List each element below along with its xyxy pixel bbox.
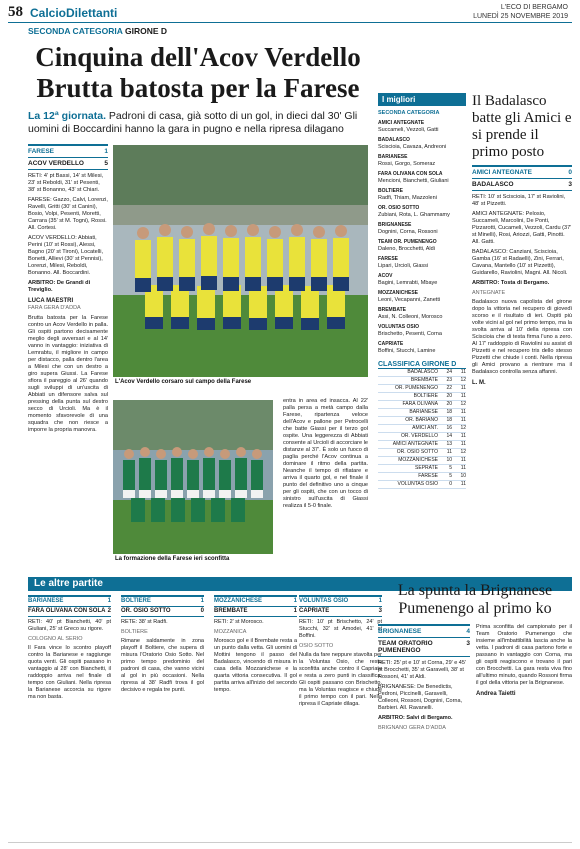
best-players-team: BRIGNANESE [378,222,412,228]
team-goals: 1 [293,608,297,614]
dateline: MOZZANICA [214,629,247,635]
best-players-names: Dognini, Corna, Rossoni [378,229,438,235]
side-story-body: Badalasco nuova capolista del girone dopo la vittoria nel recupero di giovedì scorso e il risultato di ieri. Ospiti più volte vicini al gol nel primo tempo, ma la svolta arriva al 10' della ripresa con Sciscioia che di testa firma l'uno a zero. Al 17' raddoppio di Raviolini su assist di Pizzetti e nel recupero tris dello stesso Pizzetti che chiude i conti. Nella ripresa gli Amici provano a rientrare ma il Badalasco controlla senza affanni. [472,299,572,375]
standings-cell: OR. BARIANO [405,417,438,423]
best-players-names: Mencioni, Bianchetti, Giuliani [378,178,449,184]
other-match [28,595,111,701]
article-body-continued: entra in area ed insacca. Al 22' palla persa a metà campo dalla Farese, ripartenza veloce dell'Acov e pallone per Petrocelli che batte Giassi per il terzo gol ospite. Una leggerezza di Abbiati consente al Urcioli di accorciare le distanze al 37'. È solo un fuoco di paglia perché l'Acov continua a dominare il ritmo della partita. Neanche il tempo di rifiatare e arriva il quarto gol, e nel finale il punto del definitivo uno a cinque per gli ospiti, che con un tocco di sinistro sull'uscita di Giassi realizza il 5-0 finale. [283,398,368,509]
standings-cell: BADALASCO [407,369,438,375]
score-home [121,595,204,607]
standings-table [378,369,466,489]
standings-cell: 22 [446,385,452,391]
match-body: Il Fara vince lo scontro playoff contro la Barianese e raggiunge quota venti. Gli ospiti passano in vantaggio al 28' con Bianchetti, il raddoppio arriva nel finale di tempo con Giuliani. Nella ripresa la Barianese accorcia su rigore ma non basta. [28,645,111,700]
goals-line: RETI: 4' pt Bassi, 14' st Milesi, 23' st Reboldi, 31' st Pesenti, 38' st Bonanno, 43' st Chiari. [28,173,104,193]
best-players-names: Boffini, Stucchi, Lamine [378,348,436,354]
standings-cell: 14 [446,433,452,439]
goals-line: RETI: 10' st Sciscioia, 17' st Raviolini, 48' st Pizzetti. [472,194,566,207]
brignanese-story-head [378,582,572,618]
best-players-names: Brischetto, Pesenti, Corna [378,331,442,337]
other-match [214,595,297,694]
deck [28,110,368,136]
standings-row [378,377,466,385]
page-number: 58 [8,4,23,20]
standings-cell: 5 [449,465,452,471]
referee: ARBITRO: De Grandi di Treviglio. [28,280,91,293]
standings-cell: FARA OLIVANA [402,401,438,407]
standings-cell: 5 [449,473,452,479]
team-goals: 4 [466,628,470,635]
best-players-names: Zubiani, Rota, L. Ghammamy [378,212,450,218]
best-players-box [378,93,466,489]
lineup-away: ACOV VERDELLO: Abbiati, Perini (10' st Rossi), Alessi, Bagno (20' st Tironi), Locatelli, Bonetti, Allievi (30' st Pennisi), Lorenzi, Milesi, Reboldi, Bonanno. All. Boccardini. [28,235,104,276]
goals-line: RETI: 40' pt Bianchetti, 40' pt Giuliani, 25' st Greco su rigore. [28,619,111,632]
team-name: BREMBATE [214,608,248,614]
standings-row [378,385,466,393]
score-home [28,595,111,607]
team-name: FARESE [28,148,55,155]
standings-cell: 16 [446,425,452,431]
team-name: VOLUNTAS OSIO [299,598,349,604]
standings-cell: 11 [460,369,466,375]
standings-cell: 11 [460,441,466,447]
score-home [28,144,108,158]
goals-line: RETI: 10' pt Brischetto, 24' pt Stucchi, 32' st Amodei, 41' st Boffini. [299,619,382,639]
standings-row [378,473,466,481]
standings-cell: SEPRATE [415,465,438,471]
article-body: Brutta batosta per la Farese contro un Acov Verdello in palla. Gli ospiti partono decisamente meglio degli avversari e al 14' vanno in vantaggio: iniziativa di Lemrabtu, il migliore in campo per distacco, palla dentro l'area a Milesi che con un destro a giro supera Giussi. La Farese sfiora il pareggio al 26' quando sugli sviluppi di un'uscita di Abbiati un difensore salva sul pressing della punta sul destro secco di Urcioli. Ma è il momento sfavorevole di una squadra che non riesce a imporre la propria manovra. [28,315,108,433]
team-name: BOLTIERE [121,598,151,604]
score-away [28,158,108,170]
team-name: BADALASCO [472,181,514,188]
lineup-home: AMICI ANTEGNATE: Pelosio, Succameli, Marcolini, De Ponti, Pizzarotti, Cucameli, Vezzoli, Cardu (37' st Minelli), Rosi, Ariozzi, Gatti, Pinotti. All. Gatti. [472,211,572,245]
lineup-away: BADALASCO: Canziani, Sciscioia, Gamba (16' st Radaelli), Zini, Ferrari, Cavana, Mantello (10' st Pizzetti), Guidarello, Raviolini, Magni. All. Nicoli. [472,249,568,276]
lineup-home: FARESE: Gazzo, Calvi, Lorenzi, Ravelli, Gritti (30' st Canini), Bosio, Volpi, Pesenti, Moretti, Carrara (35' st M. Togni), Rossi. All. Cortesi. [28,197,108,231]
score-away [299,607,382,617]
brignanese-body: Prima sconfitta del campionato per il Team Oratorio Pumenengo che insieme all'imbattibilità lascia anche la vetta. I padroni di casa partono forte e passano in vantaggio con Corna, ma gli ospiti reagiscono e trovano il pari con Brocchetti. La gara resta viva fino all'ultimo minuto, quando Rossoni firma il gol della vittoria per la Brignanese. [476,624,572,686]
standings-row [378,369,466,377]
team-photo-farese [113,400,273,554]
best-players-title: I migliori [378,93,466,106]
standings-cell: 11 [460,409,466,415]
standings-row [378,481,466,489]
team-goals: 1 [104,148,108,155]
standings-cell: 11 [460,393,466,399]
issue-date: LUNEDÌ 25 NOVEMBRE 2019 [473,13,568,20]
team-photo-illustration [113,400,273,554]
score-away [121,607,204,617]
score-home [214,595,297,607]
section-label-bold: Dilettanti [66,6,118,20]
standings-cell: OR. VERDELLO [401,433,438,439]
standings-cell: AMICI ANT. [412,425,438,431]
kicker [28,26,167,36]
standings-row [378,417,466,425]
standings-row [378,433,466,441]
best-players-team: ACOV [378,273,393,279]
kicker-category: SECONDA CATEGORIA [28,26,123,36]
standings-cell: 12 [460,377,466,383]
standings-title: CLASSIFICA GIRONE D [378,361,466,369]
team-goals: 0 [200,608,204,614]
team-name: TEAM ORATORIO PUMENENGO [378,640,433,654]
team-name: AMICI ANTEGNATE [472,169,532,176]
brignanese-column-1 [378,624,470,732]
standings-cell: FARESE [418,473,438,479]
best-players-list [378,120,466,355]
match-report-column [28,144,108,434]
standings-cell: OR. PUMENENGO [394,385,438,391]
score-home [472,165,572,179]
team-goals: 5 [104,160,108,167]
team-goals: 1 [107,598,111,604]
best-players-names: Lipari, Urcioli, Giassi [378,263,429,269]
best-players-team: FARESE [378,256,399,262]
team-name: BARIANESE [28,598,64,604]
goals-line: RETI: 2' st Morosco. [214,619,264,625]
standings-cell: VOLUNTAS OSIO [397,481,438,487]
standings-cell: 10 [460,473,466,479]
team-goals: 3 [568,181,572,188]
best-players-names: Bagini, Lemrabti, Mbaye [378,280,438,286]
team-goals: 2 [107,608,111,614]
deck-text: Padroni di casa, già sotto di un gol, in dieci dal 30' Gli uomini di Boccardini hanno la gara in pugno e nella ripresa dilagano [28,110,358,135]
other-matches-banner: Le altre partite [28,577,572,591]
standings-cell: AMICI ANTEGNATE [392,441,438,447]
photo-caption-2: La formazione della Farese ieri sconfitta [115,556,230,562]
match-body: Rimane saldamente in zona playoff il Boltiere, che supera di misura l'Oratorio Osio Sotto. Nel primo tempo predominio del padroni di casa, che vanno vicini al gol in più occasioni. Nella ripresa al 38' Radfi trova il gol decisivo e regala tre punti. [121,638,204,693]
standings-cell: 11 [460,465,466,471]
team-goals: 1 [293,598,297,604]
section-title [30,6,117,20]
dateline: FARA GERA D'ADDA [28,305,81,311]
match-body: Morosco gol e il Brembate resta a un punto dalla vetta. Gli uomini di Mottini tengono il passo del Badalasco, vincendo di misura in casa della Mozzanichese e la quarta vittoria consecutiva. Il gol partita arriva all'inizio del secondo tempo. [214,638,297,693]
team-photo-acov [113,145,368,377]
standings-row [378,441,466,449]
team-name: MOZZANICHESE [214,598,262,604]
standings-row [378,401,466,409]
team-goals: 3 [466,640,470,647]
standings-cell: 23 [446,377,452,383]
team-name: CAPRIATE [299,608,330,614]
headline [28,42,368,104]
dateline: BRIGNANO GERA D'ADDA [378,725,446,731]
byline: L. M. [472,380,486,386]
headline-line-2: Brutta batosta per la Farese [36,73,360,103]
byline: Andrea Taietti [476,691,516,697]
score-away [214,607,297,617]
standings-cell: 11 [460,481,466,487]
dateline: COLOGNO AL SERIO [28,636,83,642]
standings-cell: MOZZANICHESE [398,457,438,463]
best-players-team: OR. OSIO SOTTO [378,205,420,211]
section-label: Calcio [30,6,67,20]
byline: LUCA MAESTRI [28,298,74,304]
best-players-team: BREMBATE [378,307,406,313]
best-players-team: AMICI ANTEGNATE [378,120,425,126]
standings-row [378,393,466,401]
photo-caption-1: L'Acov Verdello corsaro sul campo della Farese [115,379,252,385]
standings-cell: 20 [446,401,452,407]
standings-cell: 12 [460,449,466,455]
best-players-team: CAPRIATE [378,341,404,347]
other-match [121,595,204,694]
score-away [28,607,111,617]
best-players-names: Leoni, Vecapanni, Zanetti [378,297,441,303]
standings-cell: BARIANESE [409,409,438,415]
dateline: BOLTIERE [121,629,148,635]
best-players-team: FARA OLIVANA CON SOLA [378,171,443,177]
best-players-team: BOLTIERE [378,188,403,194]
score-away [378,638,470,657]
best-players-team: VOLUNTAS OSIO [378,324,420,330]
standings-cell: 0 [449,481,452,487]
standings-cell: BREMBATE [410,377,438,383]
standings-row [378,449,466,457]
standings-cell: 18 [446,417,452,423]
brand: L'ECO DI BERGAMO [500,4,568,11]
standings-cell: 10 [446,457,452,463]
header-rule [8,22,572,23]
best-players-names: Sciscioia, Cavaza, Andreoni [378,144,447,150]
standings-cell: 11 [460,417,466,423]
standings-cell: 11 [460,433,466,439]
best-players-names: Daleno, Brocchetti, Aldi [378,246,435,252]
standings-cell: BOLTIERE [413,393,438,399]
standings-cell: 18 [446,409,452,415]
referee: ARBITRO: Salvi di Bergamo. [378,715,453,721]
side-story-headline: Il Badalasco batte gli Amici e si prende il primo posto [472,93,572,160]
team-goals: 1 [200,598,204,604]
best-players-names: Assi, N. Colleoni, Morosco [378,314,443,320]
best-players-team: TEAM OR. PUMENENGO [378,239,437,245]
goals-line: RETI: 25' pt e 10' st Corna, 29' e 45' pt Brocchetti, 35' st Garavelli, 38' st Rossoni, 41' st Aldi. [378,660,466,680]
deck-lead: La 12ª giornata. [28,110,106,122]
standings-cell: 24 [446,369,452,375]
dateline: ANTEGNATE [472,290,506,296]
best-players-names: Radfi, Thiam, Mazzoleni [378,195,437,201]
standings-row [378,457,466,465]
standings-cell: 20 [446,393,452,399]
other-match [299,595,382,708]
brignanese-column-2 [476,624,572,698]
headline-line-1: Cinquina dell'Acov Verdello [35,42,361,72]
match-body: Nulla da fare neppure stavolta per la Voluntas Osio, che resta sconfitta anche contro il Capriate e resta a zero punti in classifica. Gli ospiti passano con Brischetto, ma la Voluntas reagisce e chiude il primo tempo con il pari. Nella ripresa il Capriate dilaga. [299,652,382,707]
best-players-team: MOZZANICHESE [378,290,418,296]
standings-cell: 13 [446,441,452,447]
goals-line: RETE: 38' st Radfi. [121,619,168,625]
best-players-category: SECONDA CATEGORIA [378,110,440,116]
standings-cell: 11 [460,457,466,463]
standings-cell: 11 [460,385,466,391]
score-home [378,624,470,638]
team-name: OR. OSIO SOTTO [121,608,171,614]
team-photo-illustration [113,145,368,377]
masthead [473,3,568,21]
team-name: ACOV VERDELLO [28,160,84,167]
standings-cell: OR. OSIO SOTTO [396,449,438,455]
standings-cell: 12 [460,401,466,407]
standings-row [378,425,466,433]
best-players-team: BADALASCO [378,137,410,143]
referee: ARBITRO: Tosta di Bergamo. [472,280,550,286]
standings-row [378,409,466,417]
best-players-team: BARIANESE [378,154,408,160]
standings-cell: 11 [446,449,452,455]
best-players-names: Succameli, Vezzoli, Gatti [378,127,439,133]
team-name: FARA OLIVANA CON SOLA [28,608,106,614]
score-home [299,595,382,607]
score-away [472,179,572,191]
brignanese-headline: La spunta la Brignanese Pumenengo al primo ko [397,582,553,617]
team-name: BRIGNANESE [378,628,422,635]
footer-rule [8,842,572,843]
team-goals: 0 [568,169,572,176]
side-story [472,93,572,387]
standings-row [378,465,466,473]
kicker-group: GIRONE D [124,26,168,36]
best-players-names: Rossi, Gorgo, Someraz [378,161,436,167]
dateline: OSIO SOTTO [299,643,334,649]
standings-cell: 12 [460,425,466,431]
team-goals: 1 [378,598,382,604]
lineup: BRIGNANESE: De Benedictis, Pedroni, Piccinelli, Garavelli, Colleoni, Rossoni, Dognini, Corna, Barbieri. All. Ravanelli. [378,684,463,711]
team-goals: 3 [378,608,382,614]
